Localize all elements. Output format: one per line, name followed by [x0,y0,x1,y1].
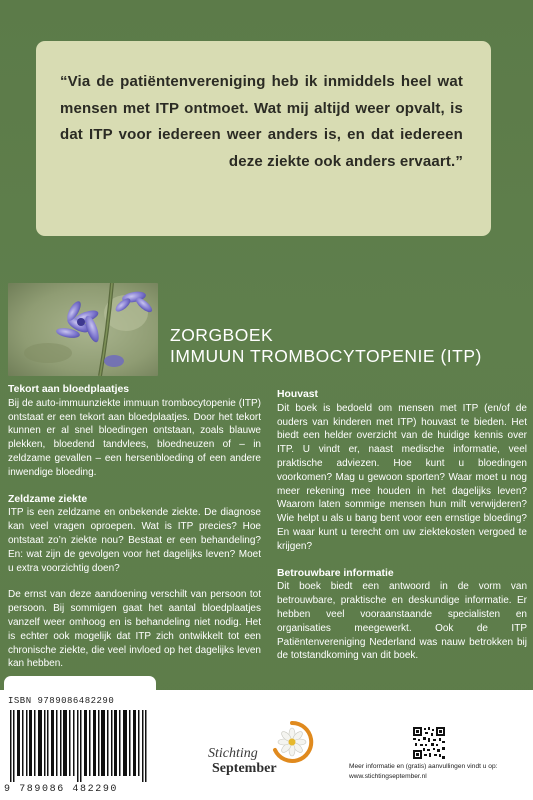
logo-flower-icon [270,720,314,764]
isbn-label: ISBN 9789086482290 [8,696,115,706]
web-info [349,762,497,782]
section-heading-tekort: Tekort aan bloedplaatjes [8,384,130,395]
section-heading-betrouwbaar: Betrouwbare informatie [277,567,394,579]
hyacinth-photo [8,283,158,376]
book-title [170,325,482,367]
section-body-betrouwbaar: Dit boek biedt een antwoord in de vorm van betrouwbare, praktische en deskundige informatie. Er hebben veel vooraanstaande specialisten en organisaties meegewerkt. Ook de ITP Patiëntenvereniging Nederland was nauw betrokken bij de totstandkoming van dit boek. [277,581,527,662]
stichting-september-logo [208,718,318,788]
section-body-houvast: Dit boek is bedoeld om mensen met ITP (en/of de ouders van kinderen met ITP) houvast te bieden. Het biedt een helder overzicht van de huidige kennis over ITP. U vindt er, naast medische informatie, veel praktische adviezen. Hoe kunt u bloedingen voorkomen? Mag u gewoon sporten? Waar moet u nog meer rekening mee houden in het dagelijks leven? Waarom laten sommige mensen hun milt verwijderen? Wie helpt u als u bang bent voor een ernstige bloeding? En waar kunt u terecht om uw ziektekosten vergoed te krijgen? [277,402,527,552]
section-body-tekort: Bij de auto-immuunziekte immuun trombocytopenie (ITP) ontstaat er een tekort aan bloedplaatjes. Door het tekort kunnen er al snel bloedingen ontstaan, zoals blauwe plekken, bloedend tandvlees, bloedneuzen of – in zeldzame gevallen – een hersenbloeding of een andere inwendige bloeding. [8,397,261,478]
section-heading-houvast: Houvast [277,389,318,400]
left-column [8,383,261,671]
section-body-zeldzaam: ITP is een zeldzame en onbekende ziekte. De diagnose kan veel vragen oproepen. Wat is ITP precies? Hoe ontstaat zo’n ziekte nou? Bestaat er een behandeling? En: wat zijn de gevolgen voor het dagelijks leven? Moet u extra voorzichtig doen? [8,507,261,574]
section-body-ernst: De ernst van deze aandoening verschilt van persoon tot persoon. Bij sommigen gaat het aantal bloedplaatjes vanzelf weer omhoog en is behandeling niet nodig. Het is echter ook mogelijk dat ITP zich ontwikkelt tot een chronische ziekte, die veel invloed op het dagelijks leven kan hebben. [8,589,261,670]
logo-text-stichting: Stichting [208,746,258,761]
right-column [277,388,527,663]
title-line-2: IMMUUN TROMBOCYTOPENIE (ITP) [170,346,482,366]
quote-box [36,41,491,236]
web-info-line1: Meer informatie en (gratis) aanvullingen vindt u op: [349,763,498,770]
logo-text-september: September [212,761,277,776]
quote-text: “Via de patiëntenvereniging heb ik inmiddels heel wat mensen met ITP ontmoet. Wat mij altijd weer opvalt, is dat ITP voor iedereen weer anders is, en dat iedereen deze ziekte ook anders ervaart.” [60,73,463,170]
web-info-url[interactable]: www.stichtingseptember.nl [349,773,427,780]
title-line-1: ZORGBOEK [170,325,274,345]
section-heading-zeldzaam: Zeldzame ziekte [8,493,88,505]
qr-code-icon [413,727,445,759]
barcode-box [4,676,156,800]
barcode-digits: 9 789086 482290 [4,784,119,795]
barcode-icon [10,710,150,782]
